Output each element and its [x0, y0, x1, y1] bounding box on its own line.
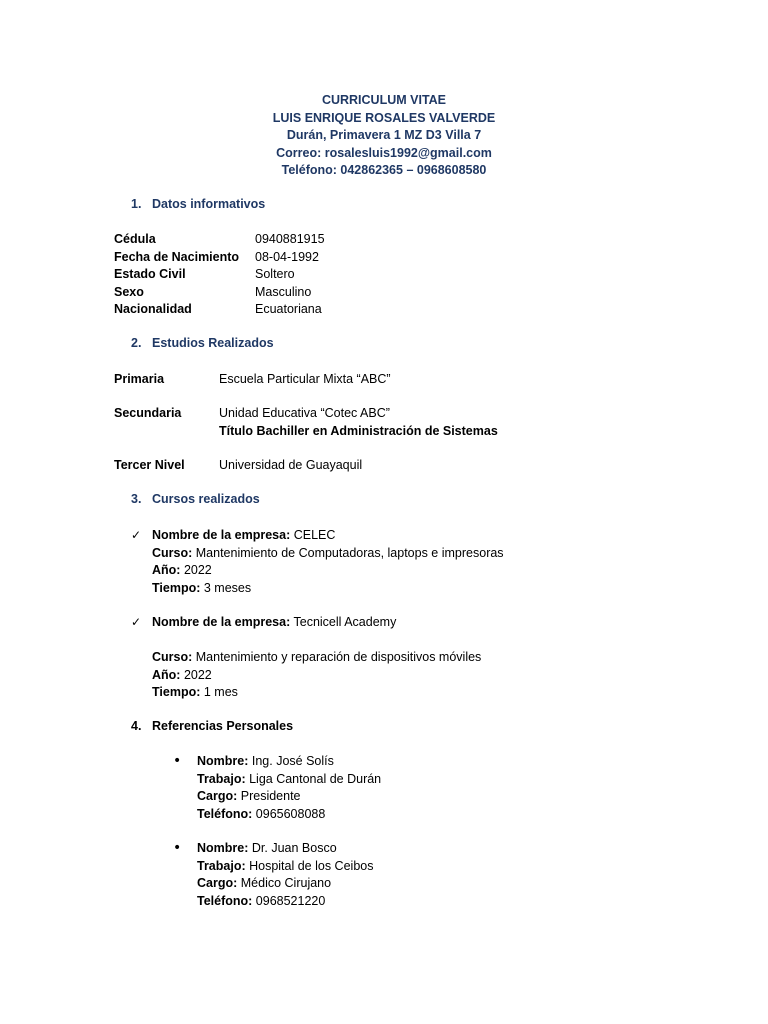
course-company: Nombre de la empresa: CELEC: [152, 528, 336, 542]
info-value: 08-04-1992: [255, 249, 319, 264]
info-label: Nacionalidad: [114, 302, 192, 316]
section-heading-estudios: 2. Estudios Realizados: [131, 336, 274, 350]
info-row: [114, 231, 325, 249]
course-year: Año: 2022: [152, 563, 212, 577]
info-value: 0940881915: [255, 232, 325, 246]
reference-work: Trabajo: Hospital de los Ceibos: [197, 858, 374, 873]
study-degree: Título Bachiller en Administración de Sistemas: [219, 423, 498, 438]
course-company: Nombre de la empresa: Tecnicell Academy: [152, 615, 397, 629]
course-year: Año: 2022: [152, 667, 212, 682]
address: Durán, Primavera 1 MZ D3 Villa 7: [286, 128, 482, 142]
study-label: Tercer Nivel: [114, 458, 185, 472]
document-title: CURRICULUM VITAE: [321, 93, 447, 107]
section-heading-referencias: 4. Referencias Personales: [131, 719, 294, 733]
course-duration: Tiempo: 3 meses: [152, 580, 252, 595]
section-heading-cursos: 3. Cursos realizados: [131, 492, 260, 506]
info-value: Soltero: [255, 267, 295, 281]
info-row: [114, 284, 325, 302]
study-label: Secundaria: [114, 406, 182, 420]
info-value: Ecuatoriana: [255, 302, 322, 316]
reference-phone: Teléfono: 0968521220: [197, 893, 326, 908]
course-name: Curso: Mantenimiento y reparación de dispositivos móviles: [152, 650, 482, 664]
info-table: [114, 231, 325, 319]
course-duration: Tiempo: 1 mes: [152, 685, 238, 699]
info-row: [114, 249, 325, 267]
phone: Teléfono: 042862365 – 0968608580: [281, 163, 487, 177]
section-heading-datos: 1. Datos informativos: [131, 197, 266, 211]
info-value: Masculino: [255, 284, 312, 299]
reference-work: Trabajo: Liga Cantonal de Durán: [197, 771, 382, 786]
bullet-icon: •: [173, 753, 182, 769]
info-row: [114, 266, 325, 284]
reference-name: Nombre: Dr. Juan Bosco: [197, 841, 337, 855]
person-name: LUIS ENRIQUE ROSALES VALVERDE: [272, 110, 496, 125]
reference-role: Cargo: Presidente: [197, 789, 301, 803]
reference-name: Nombre: Ing. José Solís: [197, 754, 334, 768]
study-value: Universidad de Guayaquil: [219, 458, 363, 472]
info-label: Sexo: [114, 284, 144, 299]
checkmark-icon: ✓: [131, 528, 142, 542]
reference-phone: Teléfono: 0965608088: [197, 806, 326, 821]
info-label: Estado Civil: [114, 267, 186, 281]
course-name: Curso: Mantenimiento de Computadoras, laptops e impresoras: [152, 545, 504, 560]
study-value: Escuela Particular Mixta “ABC”: [219, 372, 391, 386]
info-label: Fecha de Nacimiento: [114, 249, 240, 264]
study-value: Unidad Educativa “Cotec ABC”: [219, 406, 390, 420]
reference-role: Cargo: Médico Cirujano: [197, 876, 332, 890]
email: Correo: rosalesluis1992@gmail.com: [276, 145, 492, 160]
cv-header: [0, 92, 768, 180]
info-label: Cédula: [114, 232, 156, 246]
study-label: Primaria: [114, 372, 165, 386]
info-row: [114, 301, 325, 319]
checkmark-icon: ✓: [131, 615, 142, 629]
bullet-icon: •: [173, 840, 182, 856]
